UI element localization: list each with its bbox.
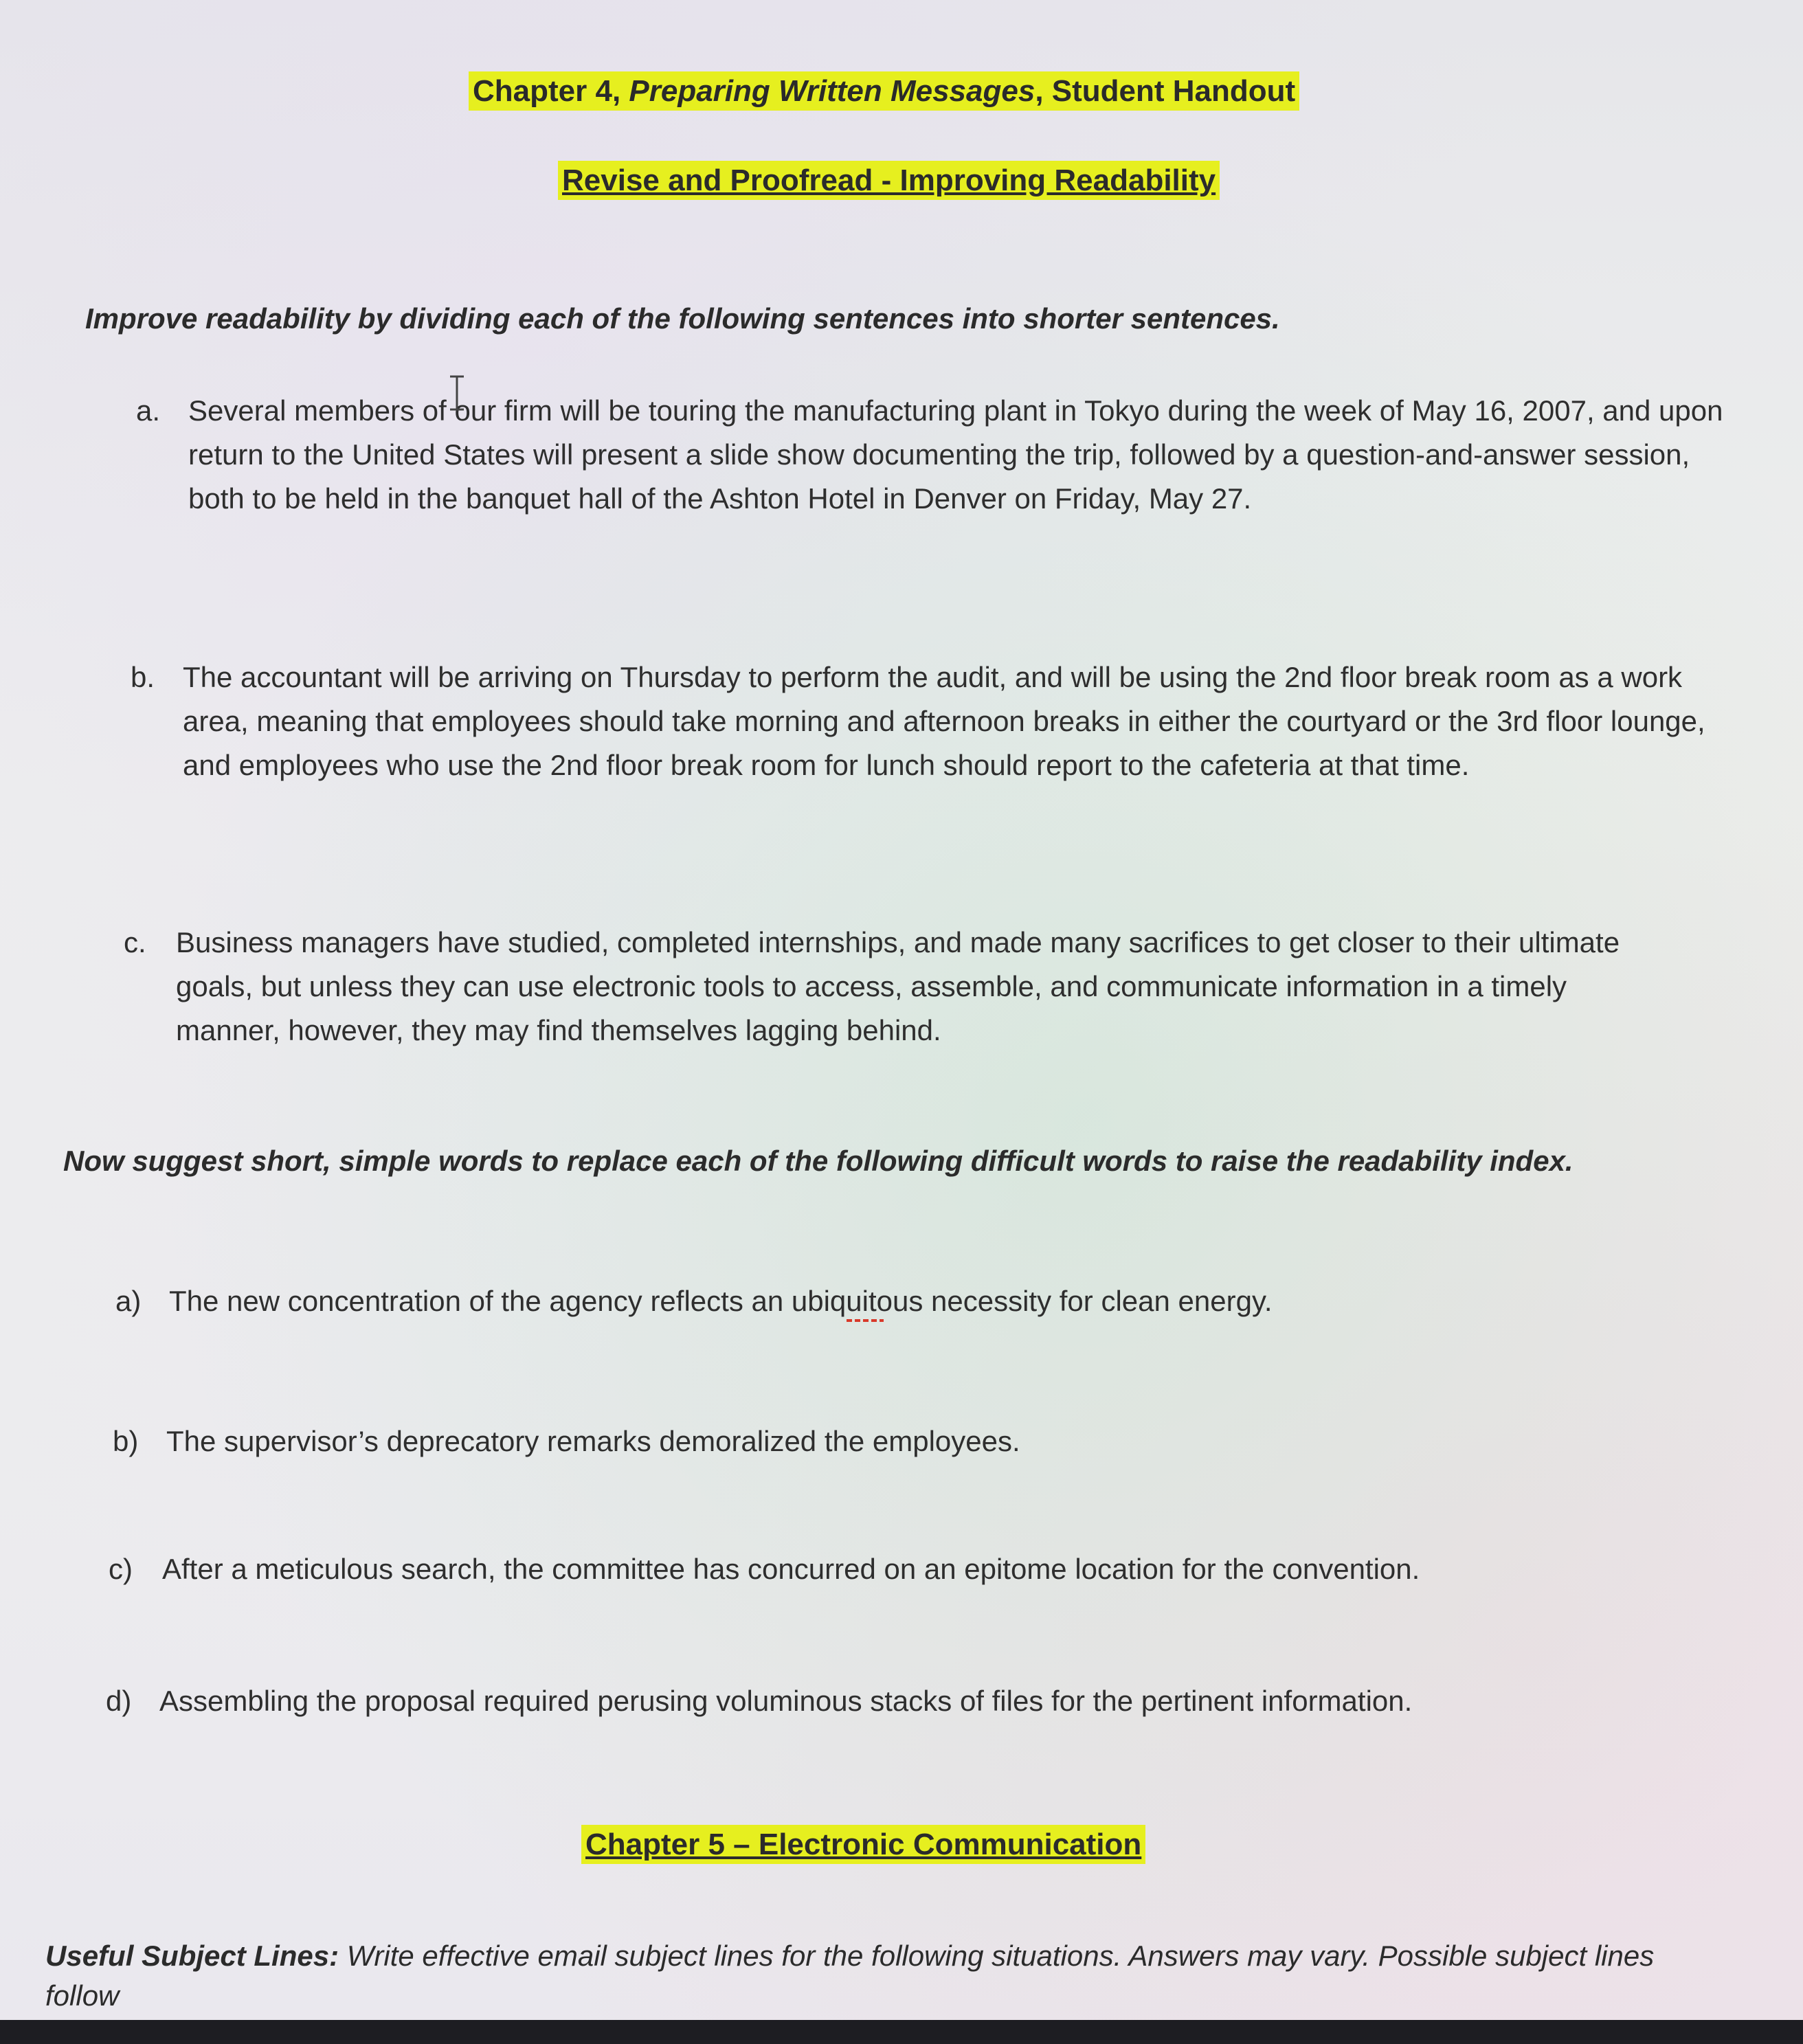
list-item xyxy=(113,1419,1693,1463)
list-item xyxy=(115,1279,1696,1323)
screen-bottom-edge xyxy=(0,2020,1803,2044)
item-text: The new concentration of the agency reflects an ubiquitous necessity for clean energy. xyxy=(169,1285,1273,1317)
section-subtitle xyxy=(558,164,1220,198)
list-item xyxy=(136,389,1744,568)
page-title xyxy=(469,74,1299,109)
text-cursor-icon xyxy=(448,375,466,411)
item-marker: c) xyxy=(109,1553,133,1585)
item-marker: c. xyxy=(124,926,146,958)
title-italic: Preparing Written Messages xyxy=(629,74,1035,108)
item-text: Several members of our firm will be touring the manufacturing plant in Tokyo during the week of May 16, 2007, and upon return to the United States will present a slide show documenting the trip, followed by a question-and-answer session, both to be held in the banquet hall of the Ashton Hotel in Denver on Friday, May 27. xyxy=(188,394,1723,515)
item-marker: b) xyxy=(113,1425,139,1457)
item-marker: a. xyxy=(136,394,161,427)
list-item xyxy=(124,921,1732,1058)
list-item xyxy=(131,655,1738,834)
item-text: After a meticulous search, the committee has concurred on an epitome location for the convention. xyxy=(162,1553,1420,1585)
subtitle-text: Revise and Proofread - Improving Readability xyxy=(558,161,1220,200)
title-prefix: Chapter 4, xyxy=(473,74,629,108)
useful-subject-lines xyxy=(45,1936,1667,2016)
chapter5-title-text: Chapter 5 – Electronic Communication xyxy=(581,1825,1145,1864)
instruction-words: Now suggest short, simple words to replace each of the following difficult words to raise the readability index. xyxy=(63,1145,1574,1177)
chapter5-title xyxy=(581,1828,1145,1862)
item-text: The supervisor’s deprecatory remarks demoralized the employees. xyxy=(166,1425,1020,1457)
title-suffix: , Student Handout xyxy=(1035,74,1296,108)
instruction-sentences: Improve readability by dividing each of the following sentences into shorter sentences. xyxy=(85,302,1280,335)
useful-text: Write effective email subject lines for the following situations. Answers may vary. Possible subject lines follow xyxy=(45,1940,1655,2012)
item-text: Assembling the proposal required perusing voluminous stacks of files for the pertinent information. xyxy=(159,1685,1413,1717)
item-marker: a) xyxy=(115,1285,142,1317)
item-marker: b. xyxy=(131,661,155,693)
list-item xyxy=(106,1679,1769,1723)
spellcheck-squiggle-icon xyxy=(847,1318,884,1323)
useful-label: Useful Subject Lines: xyxy=(45,1940,339,1972)
list-item xyxy=(109,1547,1758,1591)
item-text: Business managers have studied, completed internships, and made many sacrifices to get closer to their ultimate goals, but unless they can use electronic tools to access, assemble, and communicate information in a timely manner, however, they may find themselves lagging behind. xyxy=(176,926,1620,1046)
item-text: The accountant will be arriving on Thursday to perform the audit, and will be using the 2nd floor break room as a work area, meaning that employees should take morning and afternoon breaks in either the courtyard or the 3rd floor lounge, and employees who use the 2nd floor break room for lunch should report to the cafeteria at that time. xyxy=(183,661,1705,781)
item-marker: d) xyxy=(106,1685,132,1717)
